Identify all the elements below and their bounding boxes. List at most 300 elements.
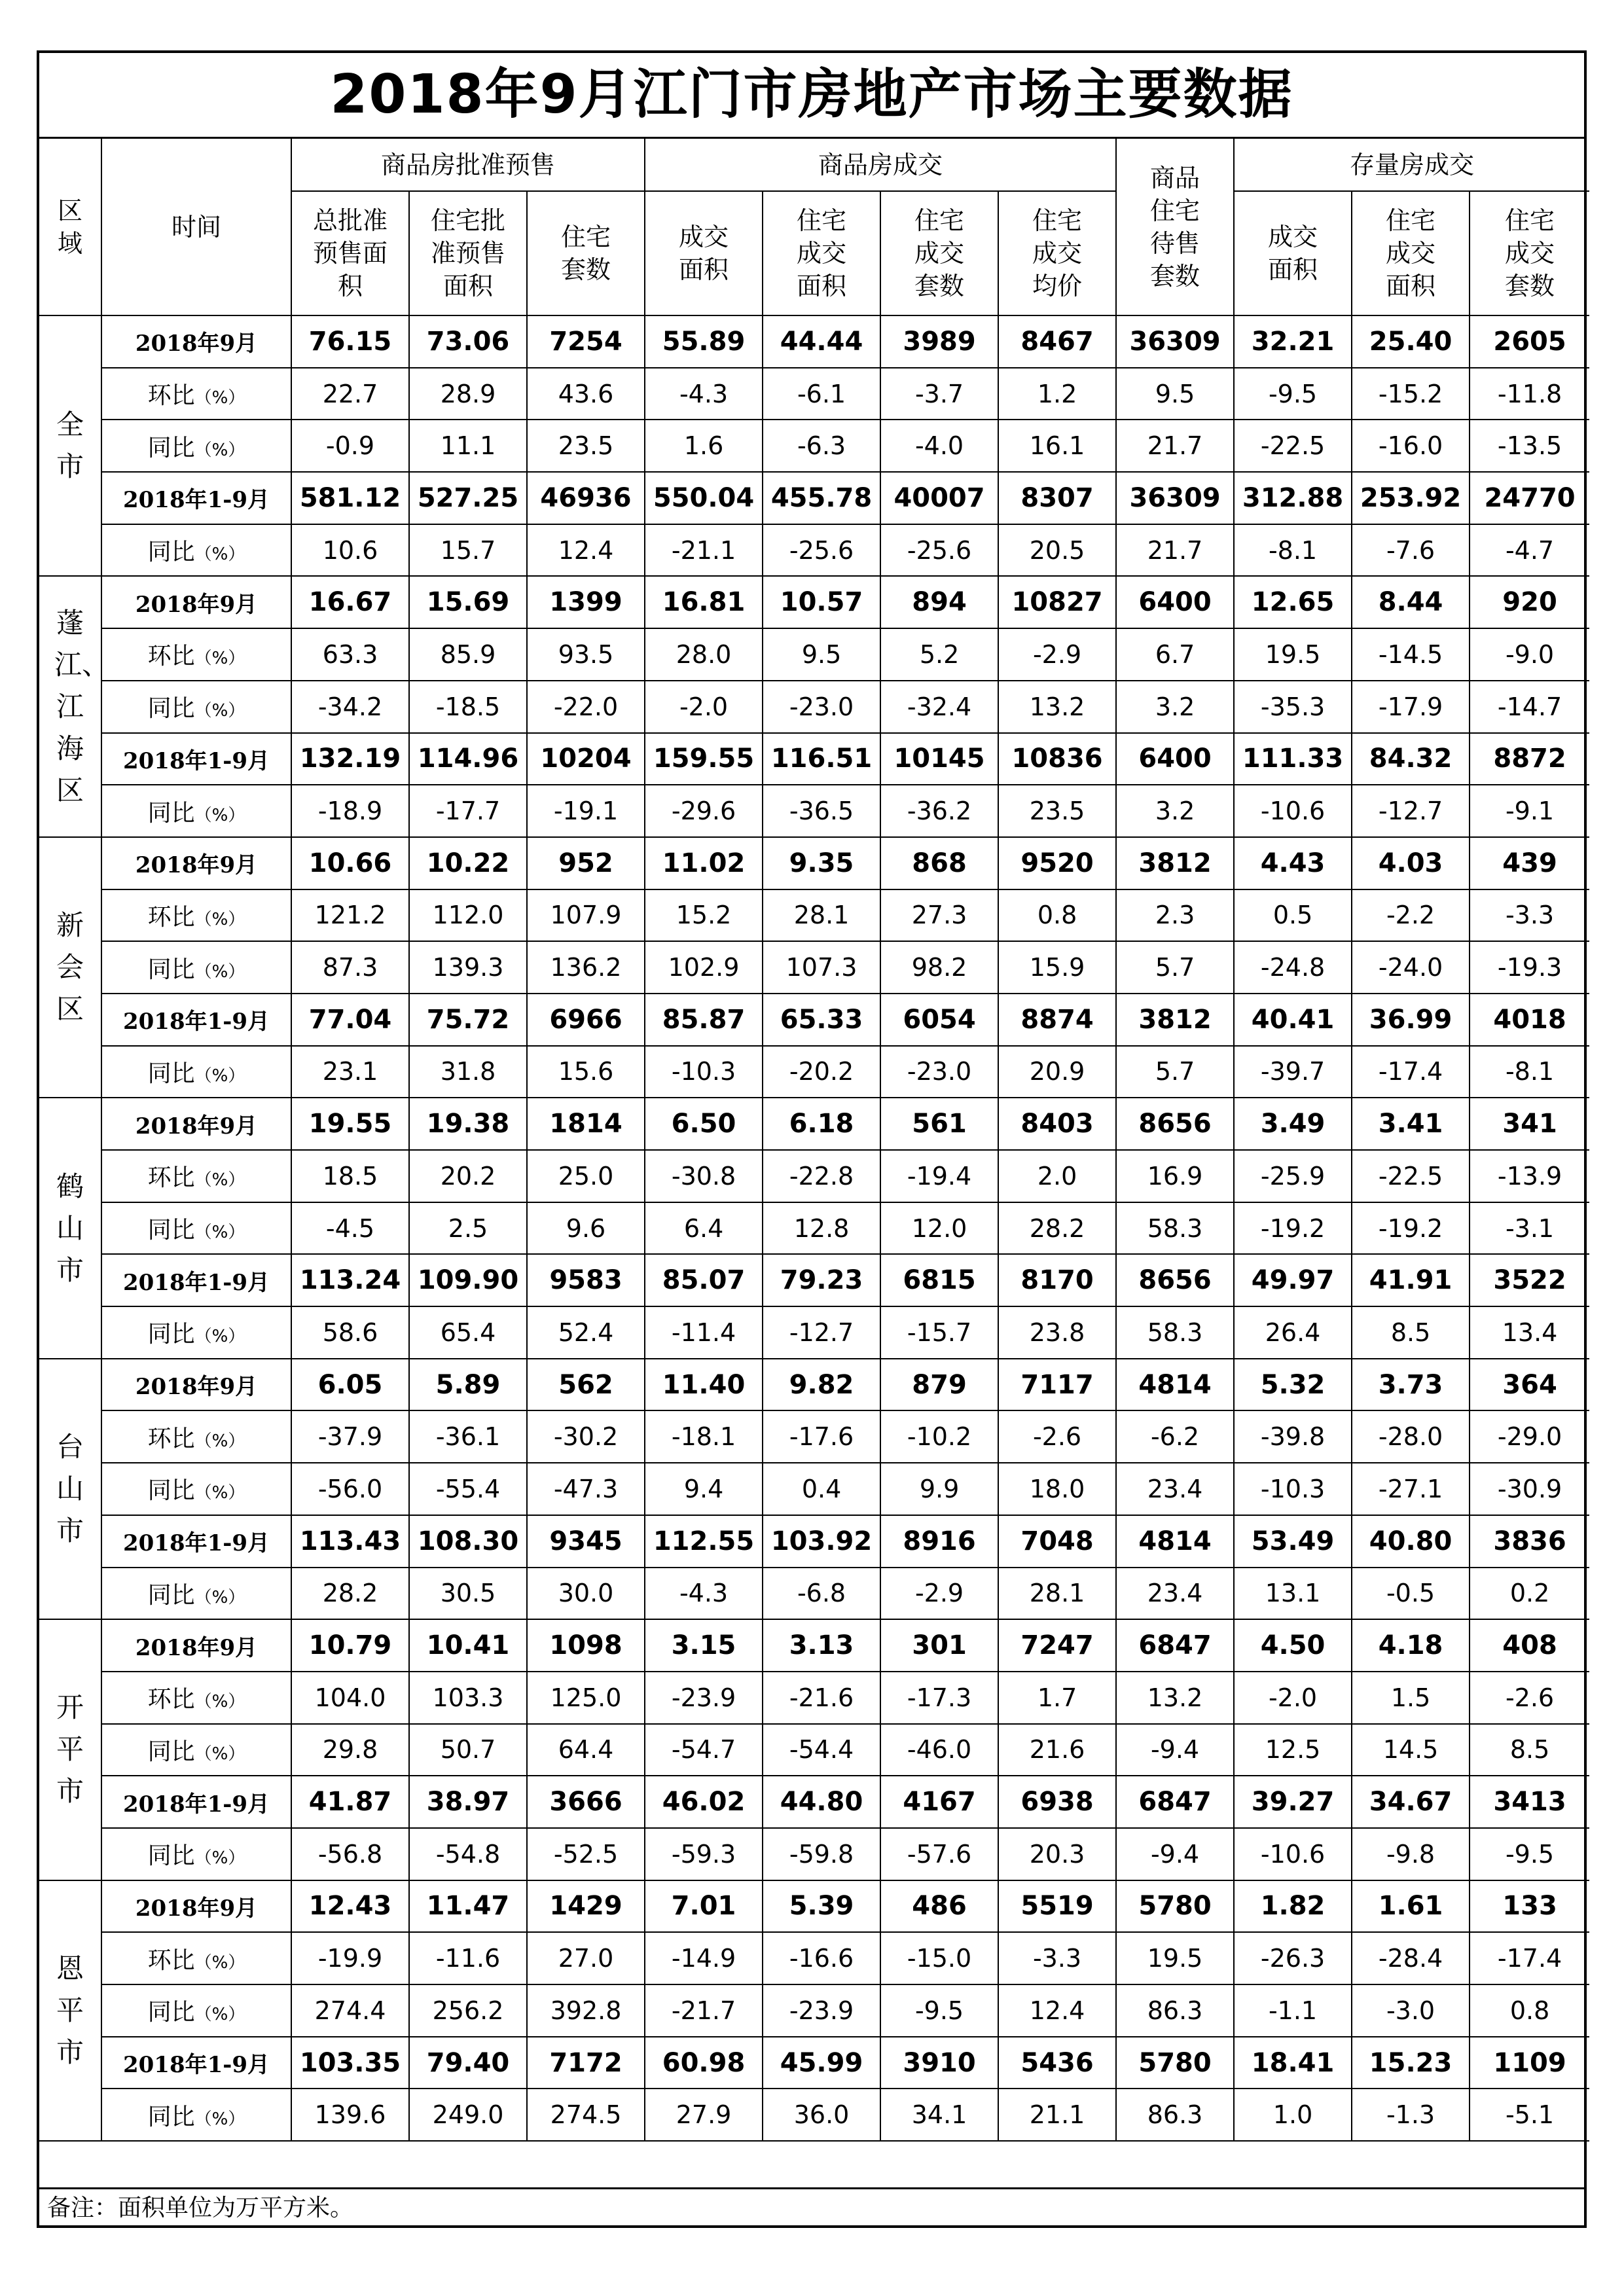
- value-cell: 364: [1470, 1359, 1589, 1411]
- value-cell: 112.55: [645, 1515, 763, 1568]
- value-cell: -23.0: [763, 681, 880, 733]
- region-cell: 蓬江、江海区: [39, 576, 101, 836]
- value-cell: 16.81: [645, 576, 763, 628]
- value-cell: -17.6: [763, 1410, 880, 1463]
- value-cell: 9.5: [763, 628, 880, 681]
- period-yoy-label: 同比（%）: [101, 1724, 291, 1776]
- value-cell: -3.3: [1470, 889, 1589, 942]
- value-cell: 21.7: [1116, 420, 1234, 472]
- value-cell: 3.2: [1116, 681, 1234, 733]
- table-row: [39, 1463, 1589, 1515]
- value-cell: 3666: [527, 1776, 645, 1828]
- value-cell: -2.6: [1470, 1672, 1589, 1724]
- value-cell: -25.9: [1234, 1150, 1352, 1202]
- value-cell: 40.80: [1352, 1515, 1470, 1568]
- value-cell: -8.1: [1234, 524, 1352, 577]
- period-ytd-label: 2018年1-9月: [101, 2037, 291, 2089]
- value-cell: 23.4: [1116, 1568, 1234, 1620]
- period-month-label: 2018年9月: [101, 837, 291, 889]
- value-cell: 28.1: [998, 1568, 1116, 1620]
- value-cell: 73.06: [409, 315, 527, 368]
- value-cell: 1098: [527, 1619, 645, 1672]
- value-cell: 1.5: [1352, 1672, 1470, 1724]
- value-cell: 5.2: [880, 628, 998, 681]
- value-cell: -10.3: [645, 1046, 763, 1098]
- value-cell: 44.44: [763, 315, 880, 368]
- value-cell: 15.69: [409, 576, 527, 628]
- table-row: [39, 1932, 1589, 1984]
- table-row: [39, 524, 1589, 577]
- value-cell: 28.0: [645, 628, 763, 681]
- value-cell: -10.2: [880, 1410, 998, 1463]
- value-cell: 952: [527, 837, 645, 889]
- value-cell: -8.1: [1470, 1046, 1589, 1098]
- value-cell: 8874: [998, 994, 1116, 1046]
- period-ytd-label: 2018年1-9月: [101, 994, 291, 1046]
- value-cell: 5519: [998, 1880, 1116, 1933]
- value-cell: 36309: [1116, 472, 1234, 524]
- value-cell: 39.27: [1234, 1776, 1352, 1828]
- value-cell: -21.7: [645, 1984, 763, 2037]
- value-cell: 125.0: [527, 1672, 645, 1724]
- value-cell: 6.05: [291, 1359, 409, 1411]
- value-cell: 22.7: [291, 368, 409, 420]
- value-cell: 11.02: [645, 837, 763, 889]
- col-header: 住宅成交套数: [880, 191, 998, 315]
- value-cell: 133: [1470, 1880, 1589, 1933]
- value-cell: 3.2: [1116, 785, 1234, 837]
- value-cell: -12.7: [763, 1306, 880, 1359]
- table-row: [39, 2037, 1589, 2089]
- value-cell: 1109: [1470, 2037, 1589, 2089]
- value-cell: -11.8: [1470, 368, 1589, 420]
- period-mom-label: 环比（%）: [101, 1672, 291, 1724]
- value-cell: 23.8: [998, 1306, 1116, 1359]
- value-cell: -30.8: [645, 1150, 763, 1202]
- value-cell: -30.9: [1470, 1463, 1589, 1515]
- value-cell: 894: [880, 576, 998, 628]
- value-cell: -56.8: [291, 1828, 409, 1880]
- value-cell: 0.8: [1470, 1984, 1589, 2037]
- value-cell: 36309: [1116, 315, 1234, 368]
- value-cell: -39.8: [1234, 1410, 1352, 1463]
- value-cell: -47.3: [527, 1463, 645, 1515]
- value-cell: 581.12: [291, 472, 409, 524]
- value-cell: 85.87: [645, 994, 763, 1046]
- value-cell: 5780: [1116, 2037, 1234, 2089]
- region-cell: 台山市: [39, 1359, 101, 1619]
- value-cell: 25.40: [1352, 315, 1470, 368]
- value-cell: 10836: [998, 733, 1116, 785]
- value-cell: 0.4: [763, 1463, 880, 1515]
- value-cell: 15.6: [527, 1046, 645, 1098]
- region-header: 区域: [39, 139, 101, 315]
- value-cell: 41.87: [291, 1776, 409, 1828]
- value-cell: 16.67: [291, 576, 409, 628]
- table-row: [39, 420, 1589, 472]
- value-cell: 5.32: [1234, 1359, 1352, 1411]
- value-cell: 85.07: [645, 1254, 763, 1306]
- value-cell: -24.8: [1234, 941, 1352, 994]
- period-ytd-yoy-label: 同比（%）: [101, 2089, 291, 2141]
- value-cell: -9.0: [1470, 628, 1589, 681]
- value-cell: 9345: [527, 1515, 645, 1568]
- value-cell: 103.35: [291, 2037, 409, 2089]
- value-cell: -9.5: [880, 1984, 998, 2037]
- value-cell: 4.43: [1234, 837, 1352, 889]
- col-header: 成交面积: [645, 191, 763, 315]
- region-cell: 新会区: [39, 837, 101, 1098]
- table-row: [39, 368, 1589, 420]
- value-cell: -3.7: [880, 368, 998, 420]
- value-cell: 7247: [998, 1619, 1116, 1672]
- value-cell: 4167: [880, 1776, 998, 1828]
- value-cell: 28.1: [763, 889, 880, 942]
- table-row: [39, 733, 1589, 785]
- value-cell: -2.0: [645, 681, 763, 733]
- value-cell: 77.04: [291, 994, 409, 1046]
- value-cell: 43.6: [527, 368, 645, 420]
- period-mom-label: 环比（%）: [101, 628, 291, 681]
- value-cell: 18.41: [1234, 2037, 1352, 2089]
- value-cell: 21.1: [998, 2089, 1116, 2141]
- col-header: 住宅成交面积: [1352, 191, 1470, 315]
- value-cell: 562: [527, 1359, 645, 1411]
- value-cell: -30.2: [527, 1410, 645, 1463]
- value-cell: 107.3: [763, 941, 880, 994]
- table-row: [39, 576, 1589, 628]
- value-cell: 65.4: [409, 1306, 527, 1359]
- value-cell: 53.49: [1234, 1515, 1352, 1568]
- value-cell: 408: [1470, 1619, 1589, 1672]
- table-row: [39, 1984, 1589, 2037]
- table-row: [39, 315, 1589, 368]
- table-row: [39, 889, 1589, 942]
- value-cell: -19.3: [1470, 941, 1589, 994]
- period-ytd-yoy-label: 同比（%）: [101, 1306, 291, 1359]
- value-cell: 9.4: [645, 1463, 763, 1515]
- report-sheet: [37, 50, 1587, 2228]
- value-cell: -29.0: [1470, 1410, 1589, 1463]
- value-cell: 93.5: [527, 628, 645, 681]
- value-cell: 4018: [1470, 994, 1589, 1046]
- period-ytd-label: 2018年1-9月: [101, 1254, 291, 1306]
- value-cell: 3910: [880, 2037, 998, 2089]
- value-cell: 6054: [880, 994, 998, 1046]
- value-cell: -9.4: [1116, 1828, 1234, 1880]
- period-month-label: 2018年9月: [101, 576, 291, 628]
- value-cell: 3522: [1470, 1254, 1589, 1306]
- value-cell: -23.9: [763, 1984, 880, 2037]
- value-cell: -15.2: [1352, 368, 1470, 420]
- col-header: 住宅套数: [527, 191, 645, 315]
- value-cell: -0.9: [291, 420, 409, 472]
- value-cell: 23.1: [291, 1046, 409, 1098]
- value-cell: 8872: [1470, 733, 1589, 785]
- value-cell: 10145: [880, 733, 998, 785]
- value-cell: -56.0: [291, 1463, 409, 1515]
- value-cell: 13.2: [998, 681, 1116, 733]
- value-cell: 4814: [1116, 1515, 1234, 1568]
- value-cell: 64.4: [527, 1724, 645, 1776]
- value-cell: -19.4: [880, 1150, 998, 1202]
- value-cell: 1399: [527, 576, 645, 628]
- value-cell: 9.9: [880, 1463, 998, 1515]
- value-cell: 6938: [998, 1776, 1116, 1828]
- value-cell: -22.5: [1352, 1150, 1470, 1202]
- value-cell: -39.7: [1234, 1046, 1352, 1098]
- value-cell: 3.73: [1352, 1359, 1470, 1411]
- value-cell: -2.9: [998, 628, 1116, 681]
- table-row: [39, 1254, 1589, 1306]
- period-yoy-label: 同比（%）: [101, 941, 291, 994]
- unsold-units-header: 商品住宅待售套数: [1116, 139, 1234, 315]
- value-cell: 3.49: [1234, 1098, 1352, 1150]
- value-cell: 256.2: [409, 1984, 527, 2037]
- value-cell: 60.98: [645, 2037, 763, 2089]
- value-cell: -22.5: [1234, 420, 1352, 472]
- period-ytd-label: 2018年1-9月: [101, 472, 291, 524]
- value-cell: 23.5: [998, 785, 1116, 837]
- col-header: 住宅成交套数: [1470, 191, 1589, 315]
- table-row: [39, 1515, 1589, 1568]
- value-cell: 28.2: [291, 1568, 409, 1620]
- value-cell: 274.5: [527, 2089, 645, 2141]
- period-mom-label: 环比（%）: [101, 1932, 291, 1984]
- value-cell: 550.04: [645, 472, 763, 524]
- value-cell: 12.4: [527, 524, 645, 577]
- table-row: [39, 1046, 1589, 1098]
- value-cell: 41.91: [1352, 1254, 1470, 1306]
- value-cell: 8916: [880, 1515, 998, 1568]
- value-cell: 2.0: [998, 1150, 1116, 1202]
- value-cell: 868: [880, 837, 998, 889]
- value-cell: 79.40: [409, 2037, 527, 2089]
- value-cell: 15.9: [998, 941, 1116, 994]
- value-cell: 4.50: [1234, 1619, 1352, 1672]
- value-cell: 8.5: [1470, 1724, 1589, 1776]
- value-cell: 12.43: [291, 1880, 409, 1933]
- value-cell: -2.6: [998, 1410, 1116, 1463]
- value-cell: 40007: [880, 472, 998, 524]
- period-yoy-label: 同比（%）: [101, 681, 291, 733]
- value-cell: 9583: [527, 1254, 645, 1306]
- value-cell: 19.38: [409, 1098, 527, 1150]
- value-cell: 486: [880, 1880, 998, 1933]
- value-cell: 26.4: [1234, 1306, 1352, 1359]
- value-cell: 8.5: [1352, 1306, 1470, 1359]
- value-cell: -10.3: [1234, 1463, 1352, 1515]
- value-cell: 439: [1470, 837, 1589, 889]
- value-cell: 7254: [527, 315, 645, 368]
- value-cell: 7172: [527, 2037, 645, 2089]
- table-row: [39, 1410, 1589, 1463]
- resale-group-header: 存量房成交: [1234, 139, 1589, 191]
- value-cell: -19.1: [527, 785, 645, 837]
- value-cell: 65.33: [763, 994, 880, 1046]
- table-row: [39, 785, 1589, 837]
- value-cell: 14.5: [1352, 1724, 1470, 1776]
- value-cell: 87.3: [291, 941, 409, 994]
- value-cell: -6.2: [1116, 1410, 1234, 1463]
- value-cell: -15.0: [880, 1932, 998, 1984]
- value-cell: 104.0: [291, 1672, 409, 1724]
- value-cell: 20.9: [998, 1046, 1116, 1098]
- value-cell: -22.0: [527, 681, 645, 733]
- value-cell: 27.3: [880, 889, 998, 942]
- value-cell: 36.0: [763, 2089, 880, 2141]
- value-cell: -3.0: [1352, 1984, 1470, 2037]
- value-cell: 1.7: [998, 1672, 1116, 1724]
- value-cell: 392.8: [527, 1984, 645, 2037]
- value-cell: -15.7: [880, 1306, 998, 1359]
- time-header: 时间: [101, 139, 291, 315]
- value-cell: -13.5: [1470, 420, 1589, 472]
- value-cell: 9.82: [763, 1359, 880, 1411]
- value-cell: 8.44: [1352, 576, 1470, 628]
- value-cell: 274.4: [291, 1984, 409, 2037]
- value-cell: 455.78: [763, 472, 880, 524]
- value-cell: 109.90: [409, 1254, 527, 1306]
- value-cell: 6.50: [645, 1098, 763, 1150]
- period-yoy-label: 同比（%）: [101, 1984, 291, 2037]
- period-mom-label: 环比（%）: [101, 368, 291, 420]
- value-cell: 9.35: [763, 837, 880, 889]
- value-cell: -27.1: [1352, 1463, 1470, 1515]
- value-cell: 98.2: [880, 941, 998, 994]
- value-cell: 85.9: [409, 628, 527, 681]
- value-cell: 31.8: [409, 1046, 527, 1098]
- data-table: [39, 139, 1589, 2142]
- value-cell: 3836: [1470, 1515, 1589, 1568]
- presale-group-header: 商品房批准预售: [291, 139, 645, 191]
- table-row: [39, 1619, 1589, 1672]
- sales-group-header: 商品房成交: [645, 139, 1116, 191]
- table-row: [39, 1776, 1589, 1828]
- value-cell: 527.25: [409, 472, 527, 524]
- value-cell: 19.55: [291, 1098, 409, 1150]
- table-row: [39, 1306, 1589, 1359]
- value-cell: 15.7: [409, 524, 527, 577]
- value-cell: -4.0: [880, 420, 998, 472]
- value-cell: 6.18: [763, 1098, 880, 1150]
- value-cell: -32.4: [880, 681, 998, 733]
- value-cell: -1.1: [1234, 1984, 1352, 2037]
- value-cell: -35.3: [1234, 681, 1352, 733]
- value-cell: -28.4: [1352, 1932, 1470, 1984]
- value-cell: 159.55: [645, 733, 763, 785]
- value-cell: 52.4: [527, 1306, 645, 1359]
- value-cell: 12.0: [880, 1202, 998, 1255]
- value-cell: -52.5: [527, 1828, 645, 1880]
- value-cell: -26.3: [1234, 1932, 1352, 1984]
- table-row: [39, 837, 1589, 889]
- region-cell: 全市: [39, 315, 101, 576]
- value-cell: 9.5: [1116, 368, 1234, 420]
- value-cell: 920: [1470, 576, 1589, 628]
- value-cell: 30.5: [409, 1568, 527, 1620]
- table-row: [39, 1724, 1589, 1776]
- value-cell: 341: [1470, 1098, 1589, 1150]
- value-cell: 36.99: [1352, 994, 1470, 1046]
- value-cell: -23.0: [880, 1046, 998, 1098]
- value-cell: -20.2: [763, 1046, 880, 1098]
- value-cell: 5.89: [409, 1359, 527, 1411]
- value-cell: 1.2: [998, 368, 1116, 420]
- value-cell: 8307: [998, 472, 1116, 524]
- value-cell: -9.1: [1470, 785, 1589, 837]
- value-cell: -9.4: [1116, 1724, 1234, 1776]
- period-ytd-yoy-label: 同比（%）: [101, 1828, 291, 1880]
- value-cell: -36.1: [409, 1410, 527, 1463]
- value-cell: 139.3: [409, 941, 527, 994]
- value-cell: -17.9: [1352, 681, 1470, 733]
- value-cell: 21.6: [998, 1724, 1116, 1776]
- value-cell: 55.89: [645, 315, 763, 368]
- value-cell: 45.99: [763, 2037, 880, 2089]
- value-cell: -28.0: [1352, 1410, 1470, 1463]
- value-cell: -36.2: [880, 785, 998, 837]
- value-cell: 3.13: [763, 1619, 880, 1672]
- value-cell: -18.1: [645, 1410, 763, 1463]
- value-cell: 114.96: [409, 733, 527, 785]
- value-cell: 249.0: [409, 2089, 527, 2141]
- value-cell: -2.9: [880, 1568, 998, 1620]
- period-yoy-label: 同比（%）: [101, 420, 291, 472]
- table-row: [39, 1880, 1589, 1933]
- value-cell: -37.9: [291, 1410, 409, 1463]
- value-cell: 5.7: [1116, 941, 1234, 994]
- value-cell: -2.0: [1234, 1672, 1352, 1724]
- value-cell: -17.4: [1470, 1932, 1589, 1984]
- table-row: [39, 1828, 1589, 1880]
- period-yoy-label: 同比（%）: [101, 1463, 291, 1515]
- value-cell: 107.9: [527, 889, 645, 942]
- value-cell: 16.1: [998, 420, 1116, 472]
- footnote: 备注：面积单位为万平方米。: [39, 2187, 1584, 2225]
- page-title: 2018年9月江门市房地产市场主要数据: [39, 53, 1584, 139]
- value-cell: 29.8: [291, 1724, 409, 1776]
- value-cell: -54.8: [409, 1828, 527, 1880]
- value-cell: -18.5: [409, 681, 527, 733]
- value-cell: 40.41: [1234, 994, 1352, 1046]
- table-row: [39, 472, 1589, 524]
- region-cell: 恩平市: [39, 1880, 101, 2141]
- value-cell: -10.6: [1234, 1828, 1352, 1880]
- value-cell: 1.82: [1234, 1880, 1352, 1933]
- col-header: 住宅批准预售面积: [409, 191, 527, 315]
- value-cell: 20.3: [998, 1828, 1116, 1880]
- period-ytd-label: 2018年1-9月: [101, 733, 291, 785]
- value-cell: -14.9: [645, 1932, 763, 1984]
- table-row: [39, 994, 1589, 1046]
- value-cell: 18.0: [998, 1463, 1116, 1515]
- value-cell: -7.6: [1352, 524, 1470, 577]
- value-cell: -2.2: [1352, 889, 1470, 942]
- table-body: [39, 315, 1589, 2141]
- value-cell: -23.9: [645, 1672, 763, 1724]
- value-cell: 132.19: [291, 733, 409, 785]
- value-cell: -54.4: [763, 1724, 880, 1776]
- value-cell: -6.1: [763, 368, 880, 420]
- value-cell: 84.32: [1352, 733, 1470, 785]
- value-cell: -11.4: [645, 1306, 763, 1359]
- value-cell: -19.9: [291, 1932, 409, 1984]
- period-month-label: 2018年9月: [101, 1359, 291, 1411]
- region-cell: 鹤山市: [39, 1098, 101, 1358]
- value-cell: -0.5: [1352, 1568, 1470, 1620]
- value-cell: 28.9: [409, 368, 527, 420]
